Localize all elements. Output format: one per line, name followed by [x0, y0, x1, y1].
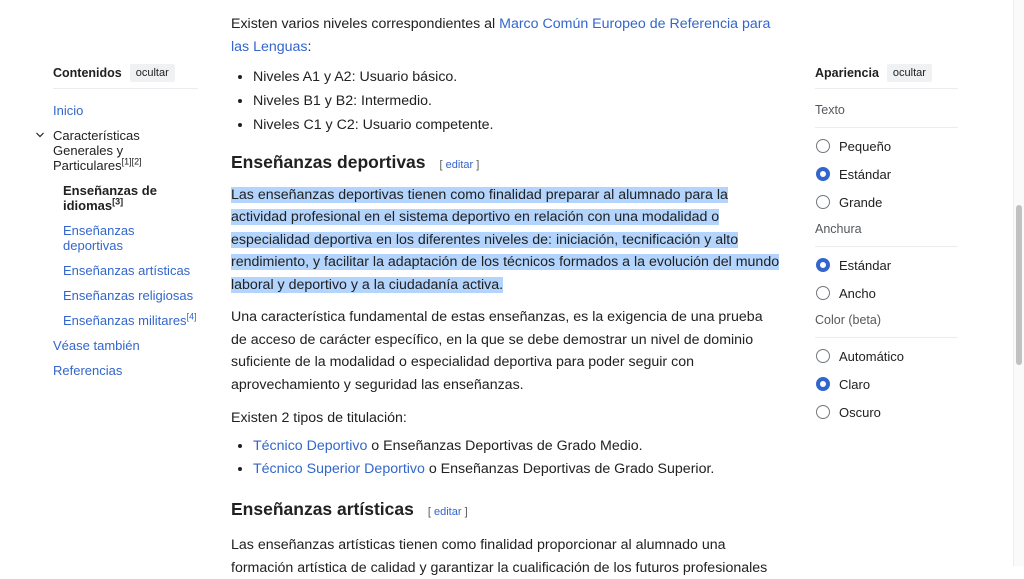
toc-item-militares[interactable]: [63, 313, 198, 328]
radio-option[interactable]: [815, 370, 958, 398]
list-item: • Niveles C1 y C2: Usuario competente.: [253, 113, 781, 137]
intro-paragraph: [231, 13, 781, 58]
radio-option[interactable]: [815, 188, 958, 216]
scrollbar-thumb[interactable]: [1016, 205, 1022, 365]
tecnico-deportivo-link[interactable]: Técnico Deportivo: [253, 437, 368, 454]
paragraph-deportivas-2: Una característica fundamental de estas enseñanzas, es la exigencia de una prueba de acceso de carácter específico, en la que se debe demostrar un nivel de dominio suficiente de la modalidad o especialidad deportiva para poder seguir con aprovechamiento y seguridad las enseñanzas.: [231, 309, 763, 393]
selected-text: Las enseñanzas deportivas tienen como finalidad preparar al alumnado para la actividad profesional en el sistema deportivo en relación con una modalidad o especialidad deportiva en los diferentes niveles de: iniciación, tecnificación y alto rendimiento, y facilitar la adaptación de los técnicos formados a la evolución del mundo laboral y deportivo y a la ciudadanía activa.: [231, 186, 780, 293]
toc-item-idiomas-label: Enseñanzas de idiomas: [63, 183, 157, 213]
list-item: [253, 435, 781, 458]
chevron-down-icon[interactable]: [36, 131, 44, 139]
radio-button[interactable]: [816, 139, 830, 153]
list-item: • Niveles A1 y A2: Usuario básico.: [253, 65, 781, 89]
table-of-contents: [53, 60, 198, 378]
paragraph-titulacion: Existen 2 tipos de titulación:: [231, 410, 407, 426]
list-item: • Niveles B1 y B2: Intermedio.: [253, 89, 781, 113]
toc-hide-button[interactable]: ocultar: [130, 64, 175, 82]
levels-list: [231, 65, 781, 137]
radio-label: Estándar: [839, 166, 892, 182]
radio-button[interactable]: [816, 405, 830, 419]
tecnico-superior-link[interactable]: Técnico Superior Deportivo: [253, 460, 425, 477]
radio-option[interactable]: [815, 132, 958, 160]
radio-button[interactable]: [816, 286, 830, 300]
radio-label: Ancho: [839, 285, 876, 301]
toc-header: [53, 60, 198, 89]
radio-label: Automático: [839, 348, 905, 364]
list-item: [253, 458, 781, 481]
appearance-hide-button[interactable]: ocultar: [887, 64, 932, 82]
radio-option[interactable]: [815, 279, 958, 307]
heading-artisticas-text: Enseñanzas artísticas: [231, 498, 414, 519]
edit-section: [ editar ]: [439, 159, 480, 171]
width-label: Anchura: [815, 222, 958, 247]
color-label: Color (beta): [815, 313, 958, 338]
intro-colon: :: [307, 38, 312, 55]
toc-item-caracteristicas-ref: [1][2]: [121, 156, 142, 167]
toc-item-vease[interactable]: Véase también: [53, 338, 140, 353]
toc-item-idiomas[interactable]: [63, 183, 198, 213]
toc-item-caracteristicas-label: Características Generales y Particulares: [53, 128, 140, 173]
paragraph-artisticas: Las enseñanzas artísticas tienen como finalidad proporcionar al alumnado una formación artística de calidad y garantizar la cualificación de los futuros profesionales: [231, 537, 768, 576]
toc-item-inicio[interactable]: Inicio: [53, 103, 84, 118]
radio-button[interactable]: [816, 349, 830, 363]
toc-item-artisticas[interactable]: Enseñanzas artísticas: [63, 263, 191, 278]
intro-text: Existen varios niveles correspondientes al: [231, 16, 500, 32]
color-group: [815, 342, 958, 426]
toc-item-deportivas[interactable]: Enseñanzas deportivas: [63, 223, 135, 253]
toc-item-militares-label: Enseñanzas militares: [63, 313, 187, 328]
text-size-label: Texto: [815, 103, 958, 128]
toc-item-religiosas[interactable]: Enseñanzas religiosas: [63, 288, 194, 303]
radio-button-selected[interactable]: [816, 377, 830, 391]
article-content: [231, 0, 781, 579]
heading-artisticas: [231, 498, 781, 524]
paragraph-deportivas-1: [231, 184, 781, 297]
radio-label: Estándar: [839, 257, 892, 273]
heading-deportivas-text: Enseñanzas deportivas: [231, 152, 426, 172]
toc-item-caracteristicas[interactable]: [53, 128, 198, 173]
radio-label: Grande: [839, 194, 883, 210]
titulos-list: [231, 435, 781, 481]
appearance-panel: [815, 60, 958, 426]
toc-item-referencias[interactable]: Referencias: [53, 363, 123, 378]
appearance-title: Apariencia: [815, 66, 879, 80]
toc-item-militares-ref: [4]: [186, 311, 197, 322]
radio-option[interactable]: [815, 251, 958, 279]
width-group: [815, 251, 958, 307]
radio-label: Pequeño: [839, 138, 892, 154]
radio-button-selected[interactable]: [816, 167, 830, 181]
edit-section: [ editar ]: [427, 505, 468, 518]
titulo-text: o Enseñanzas Deportivas de Grado Medio.: [367, 437, 643, 454]
titulo-text: o Enseñanzas Deportivas de Grado Superior.: [424, 460, 715, 477]
text-size-group: [815, 132, 958, 216]
radio-option[interactable]: [815, 342, 958, 370]
radio-label: Claro: [839, 376, 871, 392]
cefr-link[interactable]: Marco Común Europeo de Referencia para las Lenguas: [231, 16, 771, 55]
radio-button[interactable]: [816, 195, 830, 209]
toc-item-idiomas-ref: [3]: [112, 196, 124, 207]
heading-deportivas: [231, 151, 781, 177]
toc-title: Contenidos: [53, 66, 122, 80]
radio-option[interactable]: [815, 398, 958, 426]
edit-link-deportivas[interactable]: editar: [445, 159, 474, 171]
radio-option[interactable]: [815, 160, 958, 188]
toc-list: [53, 103, 198, 378]
edit-link-artisticas[interactable]: editar: [434, 505, 462, 518]
appearance-header: [815, 60, 958, 89]
radio-label: Oscuro: [839, 404, 881, 420]
radio-button-selected[interactable]: [816, 258, 830, 272]
page-scrollbar[interactable]: [1013, 0, 1024, 566]
